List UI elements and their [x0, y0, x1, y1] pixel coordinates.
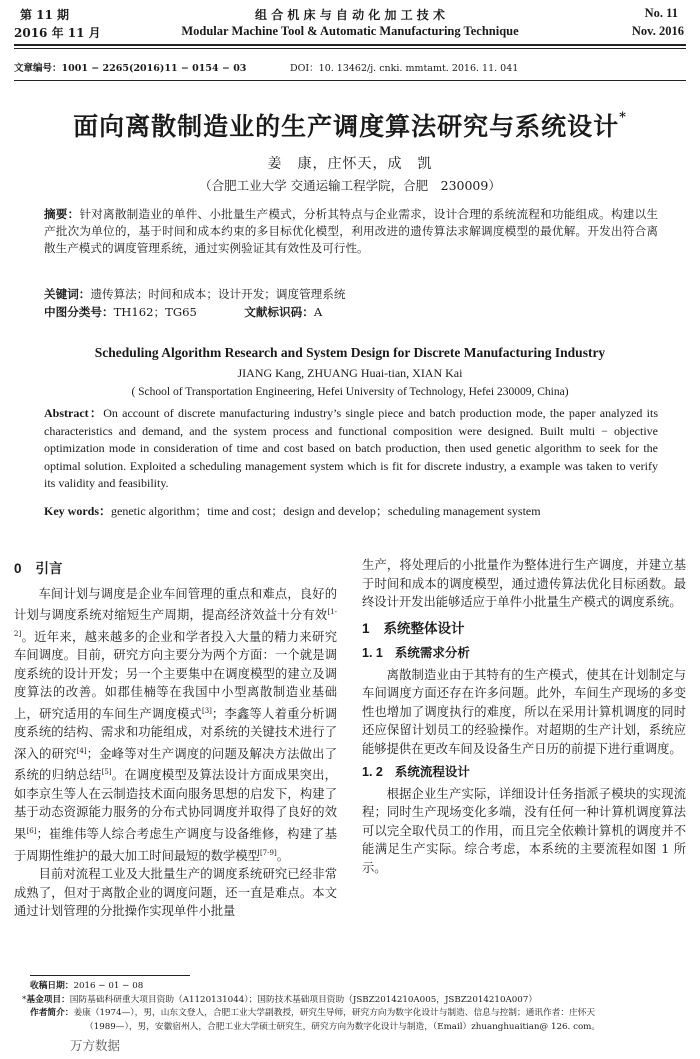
intro-paragraph-1: 车间计划与调度是企业车间管理的重点和难点，良好的计划与调度系统对缩短生产周期，提高经济效益十分有效[1-2]。近年来，越来越多的企业和学者投入大量的精力来研究车间调度。目前，研究方向主要分为两个方面：一个就是调度系统的设计开发；另一个主要集中在调度模型的建立及调度算法的改善。如郡佳楠等在我国中小型离散制造业基础上，研究适用的车间生产调度模式[3]；李鑫等人着重分析调度系统的结构、需求和功能组成，对系统的关键技术进行了深入的研究[4]；金峰等对生产调度的问题及解决方法做出了系统的归纳总结[5]。在调度模型及算法设计方面成果突出，如李京生等人在云制造技术面向服务思想的启发下，构建了基于动态资源能力服务的分布式协同调度并取得了良好的效果[6]；崔维伟等人综合考虑生产调度与设备维修，构建了基于周期性维护的最大加工时间最短的数学模型[7-9]。 — [14, 586, 337, 863]
abstract-cn-text: 针对离散制造业的单件、小批量生产模式，分析其特点与企业需求，设计合理的系统流程和功能组成。构建以生产批次为单位的，基于时间和成本约束的多目标优化模型，利用改进的遗传算法求解调度模型的最优解。开发出符合离散生产模式的调度管理系统，通过实例验证其有效性及可行性。 — [44, 207, 658, 255]
section-1-2-paragraph: 根据企业生产实际，详细设计任务指派子模块的实现流程；同时生产现场变化多端，没有任何一种计算机调度算法可以完全取代员工的作用，而且完全依赖计算机的调度并不能满足生产实际。综合考虑，本系统的主要流程如图 1 所示。 — [362, 786, 686, 875]
received-date: 收稿日期：2016 − 01 − 08 — [30, 981, 144, 991]
article-title-en: Scheduling Algorithm Research and System Design for Discrete Manufacturing Industry — [94, 345, 606, 360]
intro-paragraph-2: 目前对流程工业及大批量生产的调度系统研究已经非常成熟了，但对于离散企业的调度问题，还一直是难点。本文通过计划管理的分批操作实现单件小批量 — [14, 867, 337, 919]
section-heading-intro: 0 引言 — [14, 561, 63, 576]
header-rule-thin — [14, 48, 686, 49]
intro-paragraph-continued: 生产，将处理后的小批量作为整体进行生产调度，并建立基于时间和成本的调度模型，通过遗传算法优化目标函数。最终设计开发出能够适应于单件小批量生产模式的调度系统。 — [362, 558, 686, 609]
keywords-cn-text: 遗传算法；时间和成本；设计开发；调度管理系统 — [90, 287, 346, 301]
fund-info: *基金项目：国防基础科研重大项目资助（A1120131044）；国防技术基础项目资助（JSBZ2014210A005，JSBZ2014210A007） — [22, 994, 538, 1005]
author-bio: 作者简介：姜康（1974—），男，山东文登人，合肥工业大学副教授，研究生导师，研究方向为数字化设计与制造、信息与控制；通讯作者：庄怀天 — [30, 1008, 596, 1018]
affiliation-en: ( School of Transportation Engineering, Hefei University of Technology, Hefei 230009, China) — [131, 386, 569, 398]
keywords-en-text: genetic algorithm；time and cost；design and develop；scheduling management system — [111, 504, 541, 518]
article-number: 文章编号：1001 − 2265(2016)11 − 0154 − 03 — [14, 63, 247, 74]
journal-name-en: Modular Machine Tool & Automatic Manufacturing Technique — [181, 24, 519, 38]
classification: 中图分类号：TH162；TG65 文献标识码：A — [44, 305, 323, 319]
left-column — [14, 560, 337, 921]
abstract-en-label: Abstract： — [44, 406, 104, 420]
keywords-cn — [44, 286, 658, 303]
abstract-en — [44, 405, 658, 493]
section-1-1-paragraph: 离散制造业由于其特有的生产模式，使其在计划制定与车间调度方面还存在许多问题。此外，车间生产现场的多变性也增加了调度执行的难度，所以在采用计算机调度的同时还应保留计划员工的经验操作。对超期的生产计划，系统应能够提供在更改车间及设备生产日历的前提下进行重调度。 — [362, 667, 686, 756]
issue-date-en: Nov. 2016 — [631, 24, 684, 38]
issue-number-en: No. 11 — [644, 6, 678, 20]
section-heading-1-1: 1. 1 系统需求分析 — [362, 646, 470, 660]
author-bio-continued: （1989—），男，安徽宿州人，合肥工业大学硕士研究生，研究方向为数字化设计与制造，（Email）zhuanghuaitian@ 126. com。 — [85, 1021, 601, 1032]
authors-en: JIANG Kang, ZHUANG Huai-tian, XIAN Kai — [237, 366, 463, 380]
keywords-en — [44, 503, 658, 521]
affiliation-cn: （合肥工业大学 交通运输工程学院，合肥 230009） — [199, 178, 501, 193]
journal-name-cn: 组 合 机 床 与 自 动 化 加 工 技 术 — [255, 8, 445, 22]
right-column — [362, 556, 686, 877]
keywords-cn-label: 关键词： — [44, 287, 91, 301]
abstract-en-text: On account of discrete manufacturing industry’s single piece and batch production mode, the paper analyzed its characteristics and demand, and the system process and functional composition were designed. Built multi − objective optimization mode in consideration of time and cost based on batch production, then used genetic algorithm to seek for the optimal solution. Exploited a scheduling management system which is fit for discrete industry, a example was taken to verify its validity and feasibility. — [44, 406, 658, 490]
abstract-cn — [44, 206, 658, 257]
doi: DOI：10. 13462/j. cnki. mmtamt. 2016. 11. 041 — [290, 63, 519, 74]
article-title-cn: 面向离散制造业的生产调度算法研究与系统设计* — [73, 110, 627, 141]
keywords-en-label: Key words： — [44, 504, 111, 518]
issue-number-cn: 第 11 期 — [20, 8, 70, 22]
authors-cn: 姜 康，庄怀天，成 凯 — [267, 156, 433, 172]
abstract-cn-label: 摘要： — [44, 207, 80, 221]
header-rule — [14, 44, 686, 46]
footnote-rule — [30, 975, 190, 976]
wanfang-watermark: 万方数据 — [70, 1038, 121, 1053]
footnotes — [22, 980, 690, 1034]
meta-rule — [14, 80, 686, 81]
section-heading-1-2: 1. 2 系统流程设计 — [362, 765, 470, 779]
issue-date-cn: 2016 年 11 月 — [14, 26, 101, 40]
title-footnote-mark: * — [619, 110, 627, 125]
section-heading-1: 1 系统整体设计 — [362, 620, 465, 636]
